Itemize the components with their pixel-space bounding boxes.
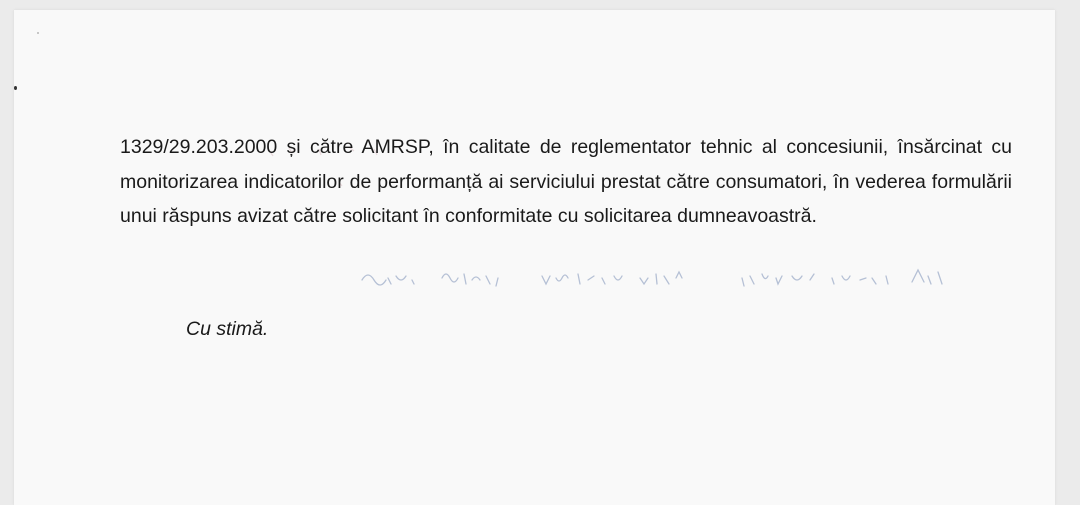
scan-speck (14, 86, 17, 90)
scan-speck (37, 32, 39, 34)
bleed-through-handwriting (352, 258, 952, 298)
document-page (14, 10, 1055, 505)
letter-body-paragraph: 1329/29.203.2000 și către AMRSP, în calitate de reglementator tehnic al concesiunii, însărcinat cu monitorizarea indicatorilor de performanță ai serviciului prestat către consumatori, în vederea formulării unui răspuns avizat către solicitant în conformitate cu solicitarea dumneavoastră. (120, 136, 1012, 227)
letter-closing: Cu stimă. (186, 318, 269, 340)
